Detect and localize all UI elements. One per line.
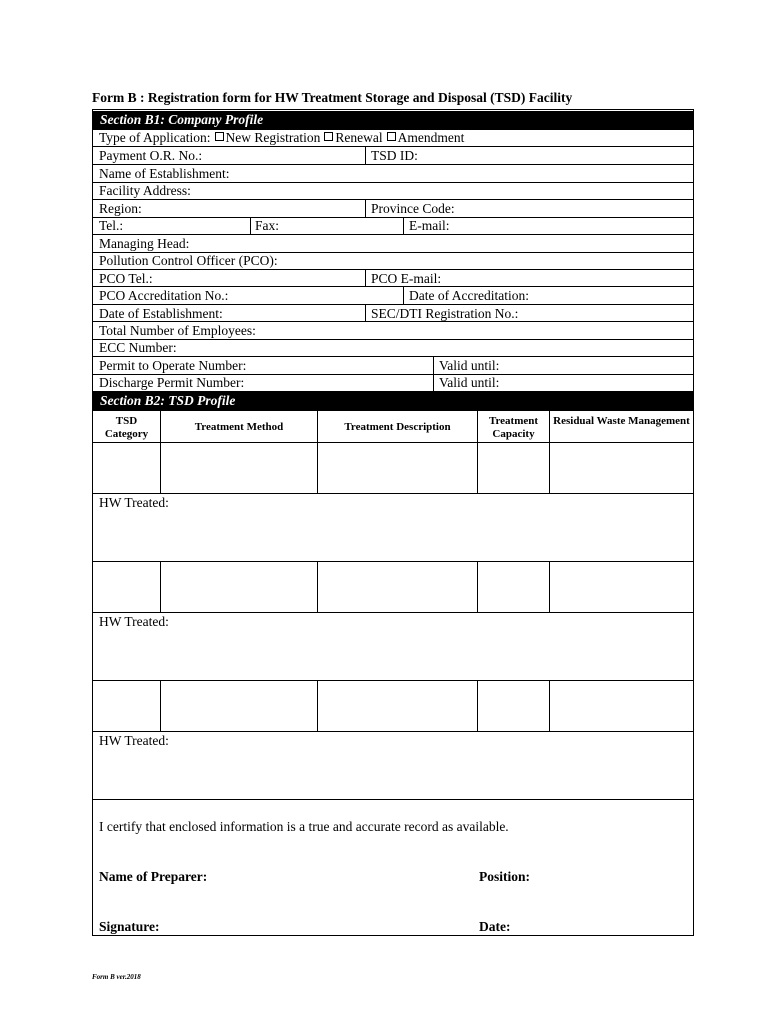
- col-rule: [317, 680, 318, 731]
- col-rule: [250, 217, 251, 234]
- hw-treated-field[interactable]: HW Treated:: [99, 495, 169, 510]
- amendment-checkbox[interactable]: [387, 132, 396, 141]
- certification-statement: I certify that enclosed information is a true and accurate record as available.: [99, 819, 509, 834]
- ecc-number-field[interactable]: ECC Number:: [99, 340, 177, 355]
- date-of-accreditation-field[interactable]: Date of Accreditation:: [409, 288, 529, 303]
- tsd-id-field[interactable]: TSD ID:: [371, 148, 418, 163]
- signature-field[interactable]: Signature:: [99, 919, 160, 934]
- province-code-field[interactable]: Province Code:: [371, 201, 455, 216]
- form-title: Form B : Registration form for HW Treatment Storage and Disposal (TSD) Facility: [92, 90, 573, 105]
- col-rule: [160, 411, 161, 493]
- region-field[interactable]: Region:: [99, 201, 142, 216]
- col-rule: [477, 680, 478, 731]
- col-header-treatment-method: Treatment Method: [194, 421, 284, 433]
- col-rule: [403, 286, 404, 304]
- row-rule: [92, 442, 694, 443]
- form-version-footer: Form B ver.2018: [92, 973, 141, 981]
- valid-until-field[interactable]: Valid until:: [439, 358, 500, 373]
- col-header-tsd-category: TSD Category: [104, 415, 149, 440]
- col-rule: [160, 680, 161, 731]
- date-of-establishment-field[interactable]: Date of Establishment:: [99, 306, 223, 321]
- row-rule: [92, 799, 694, 800]
- col-rule: [365, 269, 366, 286]
- row-rule: [92, 339, 694, 340]
- row-rule: [92, 493, 694, 494]
- managing-head-field[interactable]: Managing Head:: [99, 236, 190, 251]
- section-b2-header: Section B2: TSD Profile: [92, 391, 694, 411]
- renewal-checkbox[interactable]: [324, 132, 333, 141]
- type-of-application-row: [99, 129, 464, 146]
- col-header-treatment-capacity: Treatment Capacity: [488, 415, 539, 440]
- type-of-application-label: Type of Application:: [99, 130, 211, 145]
- position-field[interactable]: Position:: [479, 869, 531, 884]
- new-registration-checkbox[interactable]: [215, 132, 224, 141]
- hw-treated-field[interactable]: HW Treated:: [99, 733, 169, 748]
- col-rule: [365, 199, 366, 217]
- col-rule: [317, 561, 318, 612]
- pco-accreditation-field[interactable]: PCO Accreditation No.:: [99, 288, 229, 303]
- amendment-label: Amendment: [397, 130, 465, 145]
- row-rule: [92, 561, 694, 562]
- facility-address-field[interactable]: Facility Address:: [99, 183, 191, 198]
- date-field[interactable]: Date:: [479, 919, 511, 934]
- tel-field[interactable]: Tel.:: [99, 218, 124, 233]
- row-rule: [92, 680, 694, 681]
- permit-to-operate-field[interactable]: Permit to Operate Number:: [99, 358, 247, 373]
- col-rule: [160, 561, 161, 612]
- sec-dti-registration-field[interactable]: SEC/DTI Registration No.:: [371, 306, 519, 321]
- section-b1-header: Section B1: Company Profile: [92, 111, 694, 129]
- col-rule: [433, 356, 434, 391]
- row-rule: [92, 612, 694, 613]
- total-employees-field[interactable]: Total Number of Employees:: [99, 323, 256, 338]
- pco-tel-field[interactable]: PCO Tel.:: [99, 271, 153, 286]
- pco-field[interactable]: Pollution Control Officer (PCO):: [99, 253, 278, 268]
- row-rule: [92, 217, 694, 218]
- valid-until-field[interactable]: Valid until:: [439, 375, 500, 390]
- hw-treated-field[interactable]: HW Treated:: [99, 614, 169, 629]
- new-registration-label: New Registration: [225, 130, 321, 145]
- col-header-treatment-description: Treatment Description: [344, 421, 451, 433]
- email-field[interactable]: E-mail:: [409, 218, 450, 233]
- payment-or-no-field[interactable]: Payment O.R. No.:: [99, 148, 203, 163]
- row-rule: [92, 731, 694, 732]
- col-rule: [549, 680, 550, 731]
- col-rule: [403, 217, 404, 234]
- col-rule: [317, 411, 318, 493]
- col-header-residual-waste: Residual Waste Management: [553, 415, 690, 427]
- name-of-preparer-field[interactable]: Name of Preparer:: [99, 869, 208, 884]
- discharge-permit-field[interactable]: Discharge Permit Number:: [99, 375, 245, 390]
- col-rule: [477, 561, 478, 612]
- col-rule: [549, 561, 550, 612]
- col-rule: [477, 411, 478, 493]
- renewal-label: Renewal: [335, 130, 383, 145]
- col-rule: [365, 304, 366, 321]
- col-rule: [365, 146, 366, 164]
- pco-email-field[interactable]: PCO E-mail:: [371, 271, 442, 286]
- name-of-establishment-field[interactable]: Name of Establishment:: [99, 166, 230, 181]
- col-rule: [549, 411, 550, 493]
- fax-field[interactable]: Fax:: [255, 218, 280, 233]
